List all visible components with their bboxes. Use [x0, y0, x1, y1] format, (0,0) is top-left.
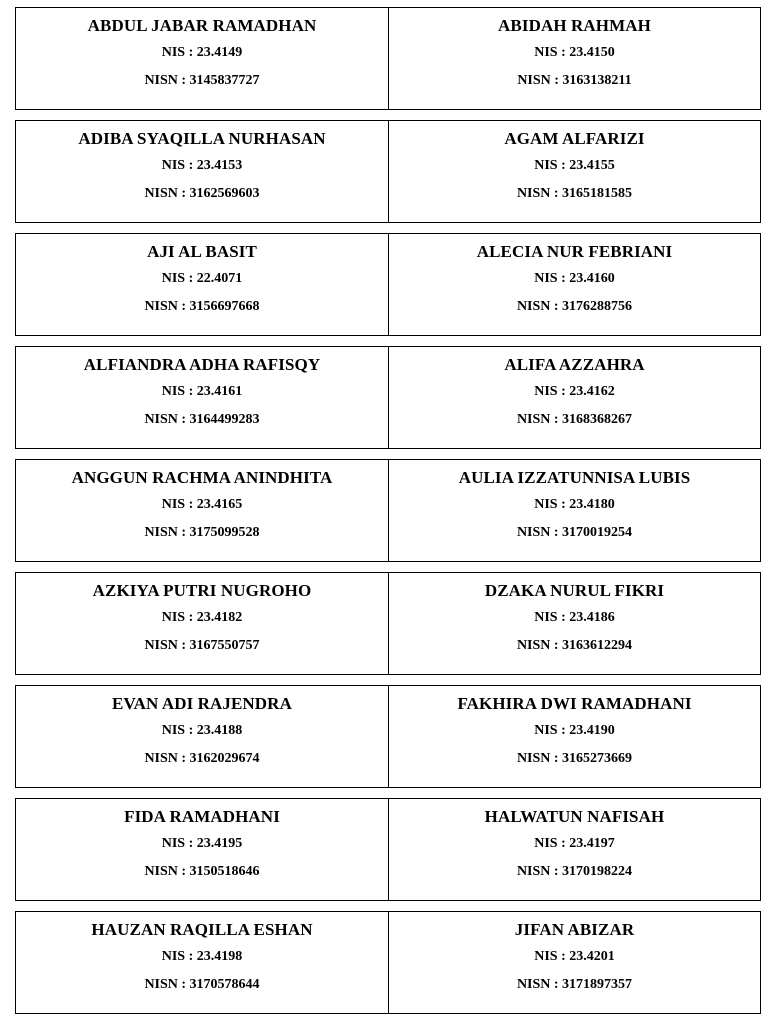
student-name: FIDA RAMADHANI: [124, 807, 280, 826]
student-nis: NIS : 23.4188: [161, 723, 243, 738]
student-nis: NIS : 23.4201: [534, 949, 615, 964]
student-nisn: NISN : 3163612294: [516, 638, 633, 653]
student-name: EVAN ADI RAJENDRA: [112, 694, 292, 713]
student-nis: NIS : 23.4162: [534, 384, 615, 399]
student-name: ADIBA SYAQILLA NURHASAN: [78, 129, 326, 148]
student-name: ABDUL JABAR RAMADHAN: [87, 16, 317, 35]
student-nisn: NISN : 3170578644: [144, 977, 260, 992]
student-name: ABIDAH RAHMAH: [498, 16, 651, 35]
label-row: [15, 572, 761, 675]
student-nis: NIS : 23.4195: [161, 836, 243, 851]
student-nis: NIS : 23.4197: [534, 836, 615, 851]
student-nisn: NISN : 3168368267: [516, 412, 633, 427]
student-label: [388, 460, 760, 561]
student-name: ALIFA AZZAHRA: [504, 355, 645, 374]
student-nis: NIS : 23.4165: [161, 497, 243, 512]
student-label: [388, 912, 760, 1013]
student-name: AGAM ALFARIZI: [504, 129, 645, 148]
label-row: [15, 7, 761, 110]
student-nisn: NISN : 3167550757: [144, 638, 260, 653]
student-nisn: NISN : 3170198224: [516, 864, 633, 879]
student-label: [16, 686, 388, 787]
student-nis: NIS : 23.4182: [161, 610, 243, 625]
student-label: [16, 799, 388, 900]
student-nisn: NISN : 3162569603: [144, 186, 260, 201]
student-nisn: NISN : 3150518646: [144, 864, 260, 879]
student-nis: NIS : 23.4160: [534, 271, 615, 286]
student-nis: NIS : 23.4149: [161, 45, 243, 60]
student-label: [388, 573, 760, 674]
student-label: [388, 799, 760, 900]
student-nis: NIS : 23.4161: [161, 384, 243, 399]
student-label: [16, 573, 388, 674]
student-nis: NIS : 23.4190: [534, 723, 615, 738]
student-nis: NIS : 23.4180: [534, 497, 615, 512]
student-label: [16, 121, 388, 222]
student-name: DZAKA NURUL FIKRI: [484, 581, 665, 600]
student-nisn: NISN : 3176288756: [516, 299, 633, 314]
label-row: [15, 233, 761, 336]
student-name: AULIA IZZATUNNISA LUBIS: [458, 468, 691, 487]
student-label: [388, 686, 760, 787]
student-name: AZKIYA PUTRI NUGROHO: [92, 581, 312, 600]
student-label: [16, 347, 388, 448]
student-nisn: NISN : 3175099528: [144, 525, 260, 540]
student-nisn: NISN : 3165181585: [516, 186, 633, 201]
student-nis: NIS : 23.4153: [161, 158, 243, 173]
label-row: [15, 459, 761, 562]
student-label: [16, 912, 388, 1013]
student-label: [388, 121, 760, 222]
student-nis: NIS : 23.4198: [161, 949, 243, 964]
student-label: [388, 8, 760, 109]
student-label: [388, 234, 760, 335]
student-nis: NIS : 23.4150: [534, 45, 615, 60]
label-row: [15, 346, 761, 449]
student-label: [16, 460, 388, 561]
student-label: [16, 234, 388, 335]
student-name: ALFIANDRA ADHA RAFISQY: [83, 355, 321, 374]
student-name: HALWATUN NAFISAH: [484, 807, 665, 826]
label-row: [15, 685, 761, 788]
student-name: ALECIA NUR FEBRIANI: [476, 242, 673, 261]
student-nisn: NISN : 3164499283: [144, 412, 260, 427]
label-row: [15, 911, 761, 1014]
student-name: JIFAN ABIZAR: [514, 920, 635, 939]
student-nisn: NISN : 3171897357: [516, 977, 633, 992]
label-sheet: [15, 7, 761, 1014]
student-nis: NIS : 22.4071: [161, 271, 243, 286]
student-nisn: NISN : 3163138211: [517, 73, 632, 88]
student-name: ANGGUN RACHMA ANINDHITA: [71, 468, 333, 487]
student-nisn: NISN : 3145837727: [144, 73, 260, 88]
student-nisn: NISN : 3156697668: [144, 299, 260, 314]
label-row: [15, 120, 761, 223]
label-row: [15, 798, 761, 901]
student-nis: NIS : 23.4186: [534, 610, 615, 625]
student-label: [16, 8, 388, 109]
student-label: [388, 347, 760, 448]
student-nisn: NISN : 3170019254: [516, 525, 633, 540]
student-nis: NIS : 23.4155: [534, 158, 615, 173]
student-nisn: NISN : 3165273669: [516, 751, 633, 766]
student-name: FAKHIRA DWI RAMADHANI: [457, 694, 692, 713]
student-name: HAUZAN RAQILLA ESHAN: [91, 920, 313, 939]
student-name: AJI AL BASIT: [147, 242, 257, 261]
student-nisn: NISN : 3162029674: [144, 751, 260, 766]
